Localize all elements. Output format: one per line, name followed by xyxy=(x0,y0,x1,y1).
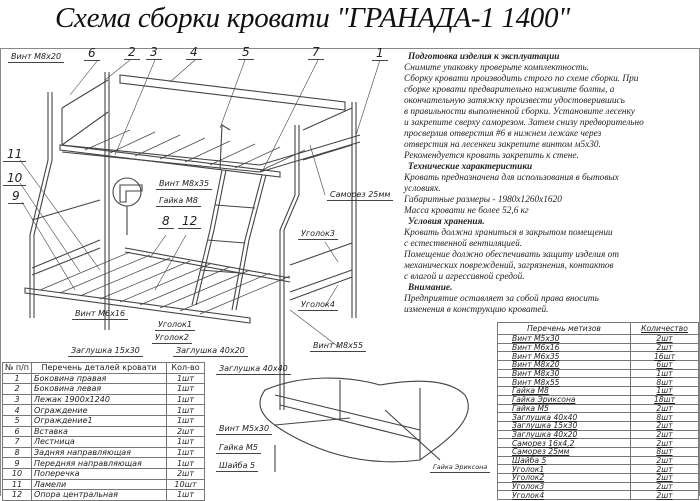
table-cell: 1шт xyxy=(167,405,205,416)
table-row xyxy=(498,439,699,448)
table-row xyxy=(3,468,205,479)
table-cell: 7 xyxy=(3,437,32,448)
tech-line: Кровать предназначена для использования в бытовых xyxy=(404,173,619,183)
table-cell: 2шт xyxy=(631,491,699,500)
table-cell: Винт М6х35 xyxy=(498,352,631,361)
page-title: Схема сборки кровати "ГРАНАДА-1 1400" xyxy=(55,2,571,34)
table-cell: Винт М5х30 xyxy=(498,335,631,344)
table-cell: 2шт xyxy=(167,426,205,437)
column-header: Перечень метизов xyxy=(498,323,631,335)
ladder xyxy=(192,170,266,310)
callout-10: 10 xyxy=(3,172,26,186)
table-cell: 8шт xyxy=(631,413,699,422)
table-row xyxy=(498,456,699,465)
table-cell: Винт М8х20 xyxy=(498,361,631,370)
callout-vint-m8x55: Винт М8х55 xyxy=(310,341,366,352)
table-cell: 1шт xyxy=(167,447,205,458)
callout-ugolok3: Уголок3 xyxy=(298,229,338,240)
table-row xyxy=(498,430,699,439)
table-cell: Винт М6х16 xyxy=(498,343,631,352)
callout-shaiba-5: Шайба 5 xyxy=(216,461,258,472)
column-header: Кол-во xyxy=(167,363,205,374)
attention-line: Предприятие оставляет за собой права вносить xyxy=(404,294,599,304)
table-cell: 10 xyxy=(3,468,32,479)
table-cell: 1шт xyxy=(167,490,205,501)
callout-5: 5 xyxy=(238,46,254,60)
detail-ellipse xyxy=(260,378,468,472)
table-cell: Ламели xyxy=(32,479,167,490)
prep-line: Снимите упаковку проверьте комплектность. xyxy=(404,63,590,73)
table-row xyxy=(3,490,205,501)
attention-line: изменения в конструкцию кроватей. xyxy=(404,305,549,315)
prep-line: сборке кровати предварительно наживите болты, а xyxy=(404,85,615,95)
table-row xyxy=(498,404,699,413)
callout-3: 3 xyxy=(146,46,162,60)
callout-6: 6 xyxy=(84,47,100,61)
table-cell: 9 xyxy=(3,458,32,469)
table-cell: 8 xyxy=(3,447,32,458)
storage-line: Помещение должно обеспечивать защиту изделия от xyxy=(404,250,619,260)
callout-gaika-m8: Гайка М8 xyxy=(156,196,201,207)
table-cell: 2шт xyxy=(631,465,699,474)
table-cell: 18шт xyxy=(631,395,699,404)
callout-vint-m6x16: Винт М6х16 xyxy=(72,309,128,320)
tech-heading: Технические характеристики xyxy=(408,162,533,172)
table-row xyxy=(498,465,699,474)
table-cell: 1шт xyxy=(167,394,205,405)
table-cell: 2шт xyxy=(631,343,699,352)
table-cell: 1шт xyxy=(167,384,205,395)
callout-gaika-erikson: Гайка Эриксона xyxy=(430,462,490,473)
table-cell: 1шт xyxy=(167,415,205,426)
storage-line: Кровать должна храниться в закрытом помещении xyxy=(404,228,613,238)
table-cell: 8шт xyxy=(631,378,699,387)
table-cell: 1шт xyxy=(631,387,699,396)
table-row xyxy=(3,384,205,395)
parts-table xyxy=(2,362,205,501)
callout-zaglushka-40x20: Заглушка 40х20 xyxy=(173,346,248,357)
table-cell: 1шт xyxy=(631,369,699,378)
table-row xyxy=(498,447,699,456)
upper-bunk xyxy=(30,72,360,410)
prep-line: Рекомендуется кровать закрепить к стене. xyxy=(404,151,579,161)
table-cell: 2шт xyxy=(631,335,699,344)
table-cell: Винт М8х30 xyxy=(498,369,631,378)
table-cell: 2шт xyxy=(167,468,205,479)
prep-line: просверлив отверстия #6 в нижнем лежаке через xyxy=(404,129,602,139)
table-row xyxy=(3,405,205,416)
table-cell: 3 xyxy=(3,394,32,405)
tech-line: Масса кровати не более 52,6 кг xyxy=(404,206,529,216)
callout-ugolok4: Уголок4 xyxy=(298,300,338,311)
table-cell: 1шт xyxy=(167,373,205,384)
callout-4: 4 xyxy=(186,46,202,60)
table-row xyxy=(498,361,699,370)
table-row xyxy=(3,437,205,448)
table-cell: 5 xyxy=(3,415,32,426)
storage-line: с влагой и агрессивной средой. xyxy=(404,272,525,282)
table-row xyxy=(498,378,699,387)
table-cell: 6шт xyxy=(631,361,699,370)
table-cell: Ограждение xyxy=(32,405,167,416)
table-cell: 2 xyxy=(3,384,32,395)
table-cell: Заглушка 15х30 xyxy=(498,421,631,430)
table-cell: 2шт xyxy=(631,474,699,483)
column-header: Количество xyxy=(631,323,699,335)
table-cell: Саморез 16х4,2 xyxy=(498,439,631,448)
storage-line: с естественной вентиляцией. xyxy=(404,239,523,249)
callout-gaika-m5: Гайка М5 xyxy=(216,443,261,454)
table-cell: 2шт xyxy=(631,482,699,491)
prep-line: отверстия на лесенкеи закрепите винтом м5х30. xyxy=(404,140,601,150)
table-cell: Лестница xyxy=(32,437,167,448)
table-cell: Гайка Эриксона xyxy=(498,395,631,404)
table-row xyxy=(498,421,699,430)
table-cell: 10шт xyxy=(167,479,205,490)
prep-line: и закрепите сверху саморезом. Затем снизу предворительно xyxy=(404,118,644,128)
table-row xyxy=(3,415,205,426)
table-row xyxy=(498,387,699,396)
table-row xyxy=(498,369,699,378)
callout-vint-m5x30: Винт М5х30 xyxy=(216,424,272,435)
table-cell: 2шт xyxy=(631,421,699,430)
callout-ugolok1: Уголок1 xyxy=(155,320,195,331)
table-cell: 2шт xyxy=(631,456,699,465)
table-cell: 16шт xyxy=(631,352,699,361)
lower-slats xyxy=(40,252,290,314)
table-cell: Вставка xyxy=(32,426,167,437)
column-header: № п/п xyxy=(3,363,32,374)
callout-vint-m8x35: Винт М8х35 xyxy=(156,179,212,190)
table-cell: Заглушка 40х40 xyxy=(498,413,631,422)
callout-9: 9 xyxy=(8,190,24,204)
prep-line: в правильности выполненной сборки. Установите лесенку xyxy=(404,107,635,117)
table-cell: Уголок3 xyxy=(498,482,631,491)
table-cell: 6 xyxy=(3,426,32,437)
callout-12: 12 xyxy=(178,215,201,229)
table-cell: Уголок4 xyxy=(498,491,631,500)
table-cell: Уголок1 xyxy=(498,465,631,474)
table-cell: Ограждение1 xyxy=(32,415,167,426)
table-row xyxy=(498,491,699,500)
table-cell: 4 xyxy=(3,405,32,416)
table-cell: 2шт xyxy=(631,430,699,439)
table-cell: Гайка М5 xyxy=(498,404,631,413)
table-row xyxy=(498,482,699,491)
table-row xyxy=(3,394,205,405)
table-row xyxy=(498,395,699,404)
table-cell: Боковина левая xyxy=(32,384,167,395)
table-row xyxy=(3,426,205,437)
callout-samorez-25mm: Саморез 25мм xyxy=(327,190,393,201)
hardware-table xyxy=(497,322,699,500)
table-cell: 1шт xyxy=(167,458,205,469)
table-cell: Опора центральная xyxy=(32,490,167,501)
callout-1: 1 xyxy=(372,47,388,61)
table-cell: Саморез 25мм xyxy=(498,447,631,456)
tech-line: Габаритные размеры - 1980х1260х1620 xyxy=(404,195,562,205)
table-cell: Задняя направляющая xyxy=(32,447,167,458)
tech-line: условиях. xyxy=(404,184,441,194)
callout-zaglushka-15x30: Заглушка 15х30 xyxy=(68,346,143,357)
table-cell: Уголок2 xyxy=(498,474,631,483)
prep-heading: Подготовка изделия к эксплуатации xyxy=(408,52,560,62)
instructions-block xyxy=(404,52,696,316)
column-header: Перечень деталей кровати xyxy=(32,363,167,374)
table-cell: 1шт xyxy=(167,437,205,448)
table-row xyxy=(498,335,699,344)
table-cell: Боковина правая xyxy=(32,373,167,384)
table-cell: 8шт xyxy=(631,447,699,456)
table-row xyxy=(3,458,205,469)
callout-ugolok2: Уголок2 xyxy=(152,333,192,344)
attention-heading: Внимание. xyxy=(408,283,453,293)
table-row xyxy=(498,352,699,361)
corner-bracket-detail xyxy=(113,178,142,235)
table-row xyxy=(498,343,699,352)
table-cell: 12 xyxy=(3,490,32,501)
table-cell: 2шт xyxy=(631,404,699,413)
storage-line: механических повреждений, загрязнения, контактов xyxy=(404,261,614,271)
table-cell: Винт М8х55 xyxy=(498,378,631,387)
table-cell: Передняя направляющая xyxy=(32,458,167,469)
callout-vint-m8x20: Винт М8х20 xyxy=(8,52,64,63)
table-cell: Гайка М8 xyxy=(498,387,631,396)
table-row xyxy=(498,413,699,422)
table-cell: Лежак 1900х1240 xyxy=(32,394,167,405)
table-cell: Шайба 5 xyxy=(498,456,631,465)
callout-7: 7 xyxy=(308,46,324,60)
callout-11: 11 xyxy=(3,148,26,162)
table-cell: 2шт xyxy=(631,439,699,448)
callout-8: 8 xyxy=(158,215,174,229)
table-cell: Заглушка 40х20 xyxy=(498,430,631,439)
table-cell: 11 xyxy=(3,479,32,490)
prep-line: Сборку кровати производить строго по схеме сборки. При xyxy=(404,74,639,84)
table-row xyxy=(3,373,205,384)
table-row xyxy=(498,474,699,483)
table-row xyxy=(3,447,205,458)
table-row xyxy=(3,479,205,490)
storage-heading: Условия хранения. xyxy=(408,217,485,227)
table-cell: 1 xyxy=(3,373,32,384)
callout-2: 2 xyxy=(124,46,140,60)
table-cell: Поперечка xyxy=(32,468,167,479)
prep-line: окончательную затяжку произвести удостоверившись xyxy=(404,96,625,106)
callout-zaglushka-40x40: Заглушка 40х40 xyxy=(216,364,291,375)
